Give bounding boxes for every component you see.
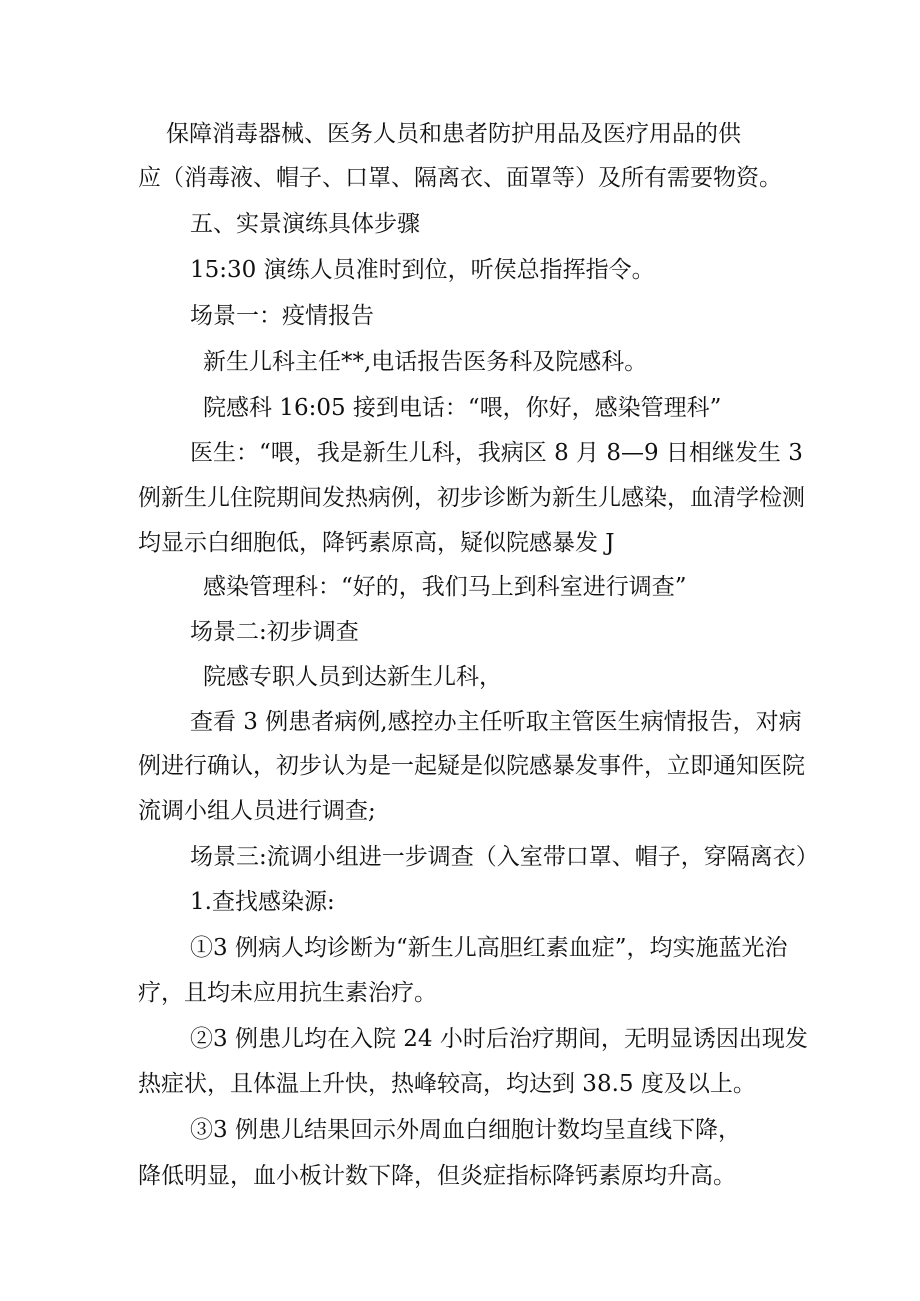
- paragraph-line-9: 例新生儿住院期间发热病例，初步诊断为新生儿感染，血清学检测: [138, 485, 805, 511]
- paragraph-line-16: 流调小组人员进行调查;: [138, 798, 376, 824]
- paragraph-line-24: 降低明显，血小板计数下降，但炎症指标降钙素原均升高。: [138, 1163, 736, 1189]
- paragraph-line-22: 热症状，且体温上升快，热峰较高，均达到 38.5 度及以上。: [138, 1071, 756, 1097]
- paragraph-line-20: 疗，且均未应用抗生素治疗。: [138, 980, 437, 1006]
- paragraph-line-18: 1.查找感染源:: [190, 889, 335, 915]
- paragraph-line-7: 院感科 16:05 接到电话：“喂，你好，感染管理科”: [203, 395, 722, 421]
- paragraph-line-11: 感染管理科：“好的，我们马上到科室进行调查”: [203, 574, 687, 600]
- scene-heading-3: 场景三:流调小组进一步调查（入室带口罩、帽子，穿隔离衣）: [190, 844, 819, 870]
- paragraph-line-6: 新生儿科主任**,电话报告医务科及院感科。: [203, 349, 648, 375]
- paragraph-line-23: ③3 例患儿结果回示外周血白细胞计数均呈直线下降，: [190, 1117, 741, 1143]
- scene-heading-1: 场景一：疫情报告: [190, 303, 374, 329]
- paragraph-line-21: ②3 例患儿均在入院 24 小时后治疗期间，无明显诱因出现发: [190, 1026, 808, 1052]
- paragraph-line-10: 均显示白细胞低，降钙素原高，疑似院感暴发 J: [138, 530, 615, 556]
- paragraph-line-13: 院感专职人员到达新生儿科，: [203, 664, 502, 690]
- scene-heading-2: 场景二:初步调查: [190, 619, 359, 645]
- paragraph-line-19: ①3 例病人均诊断为“新生儿高胆红素血症”，均实施蓝光治: [190, 935, 788, 961]
- paragraph-line-14: 查看 3 例患者病例,感控办主任听取主管医生病情报告，对病: [190, 709, 802, 735]
- paragraph-line-15: 例进行确认，初步认为是一起疑是似院感暴发事件，立即通知医院: [138, 753, 805, 779]
- paragraph-line-8: 医生：“喂，我是新生儿科，我病区 8 月 8—9 日相继发生 3: [190, 440, 803, 466]
- paragraph-line-2: 应（消毒液、帽子、口罩、隔离衣、面罩等）及所有需要物资。: [138, 165, 782, 191]
- paragraph-line-1: 保障消毒器械、医务人员和患者防护用品及医疗用品的供: [166, 121, 741, 147]
- section-heading: 五、实景演练具体步骤: [190, 211, 420, 237]
- paragraph-line-4: 15:30 演练人员准时到位，听侯总指挥指令。: [190, 257, 655, 283]
